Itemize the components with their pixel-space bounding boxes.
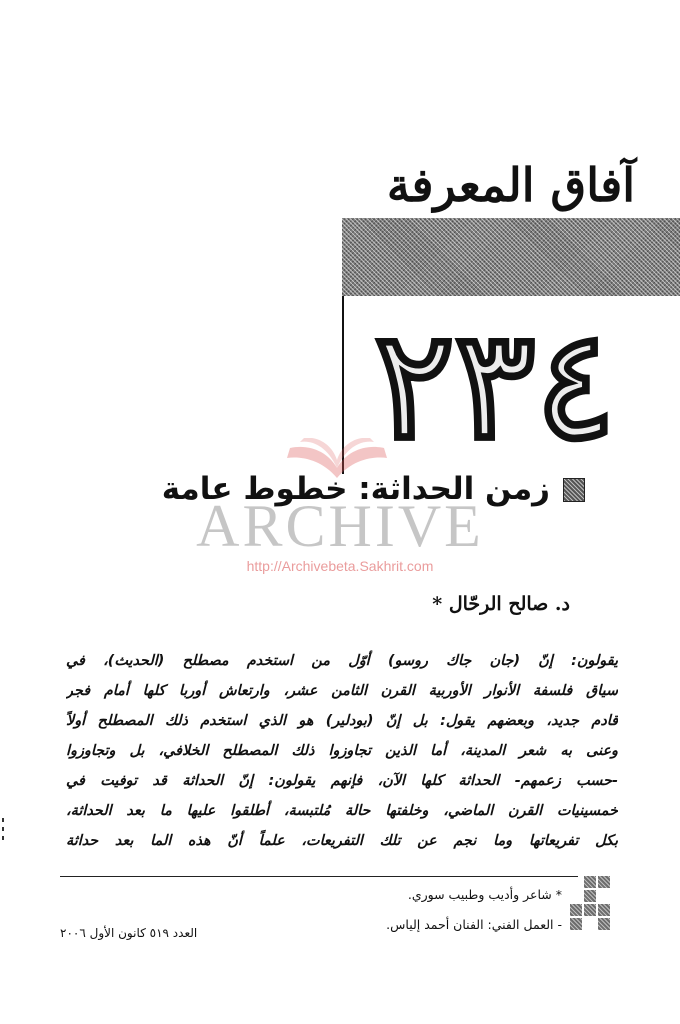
art-credit-footnote: - العمل الفني: الفنان أحمد إلياس.	[386, 917, 562, 932]
issue-info: العدد ٥١٩ كانون الأول ٢٠٠٦	[60, 926, 198, 940]
author-name: د. صالح الرحّال *	[432, 593, 570, 615]
section-title: آفاق المعرفة	[386, 158, 635, 212]
article-body	[66, 646, 618, 856]
scan-edge-mark	[2, 818, 4, 848]
body-line: بكل تفريعاتها وما نجم عن تلك التفريعات، علماً أنّ هذه الما بعد حداثة	[66, 833, 618, 849]
watermark-url: http://Archivebeta.Sakhrit.com	[246, 558, 434, 574]
body-line: يقولون: إنّ (جان جاك روسو) أوّل من استخدم مصطلح (الحديث)، في	[66, 653, 618, 669]
body-line: خمسينيات القرن الماضي، وخلفتها حالة مُلتبسة، أطلقوا عليها ما بعد الحداثة،	[66, 803, 618, 819]
author-footnote: * شاعر وأديب وطبيب سوري.	[407, 887, 562, 902]
body-line: وعنى به شعر المدينة، أما الذين تجاوزوا ذلك المصطلح الخلافي، بل وتجاوزوا	[66, 743, 618, 759]
footnote-divider	[60, 876, 578, 877]
footnote-hatch-grid	[570, 876, 610, 930]
body-line: -حسب زعمهم- الحداثة كلها الآن، فإنهم يقولون: إنّ الحداثة قد توفيت في	[66, 773, 618, 789]
header-hatch-band	[342, 218, 680, 296]
issue-number: ٢٣٤	[374, 297, 616, 473]
title-square-marker	[563, 478, 585, 502]
body-line: سياق فلسفة الأنوار الأوربية القرن الثامن عشر، وارتعاش أوربا كلها أمام فجر	[66, 683, 618, 699]
body-line: قادم جديد، وبعضهم يقول: بل إنّ (بودلير) هو الذي استخدم ذلك المصطلح أولاً	[66, 713, 618, 729]
watermark-text: ARCHIVE	[196, 493, 484, 559]
article-title: زمن الحداثة: خطوط عامة	[161, 471, 550, 507]
